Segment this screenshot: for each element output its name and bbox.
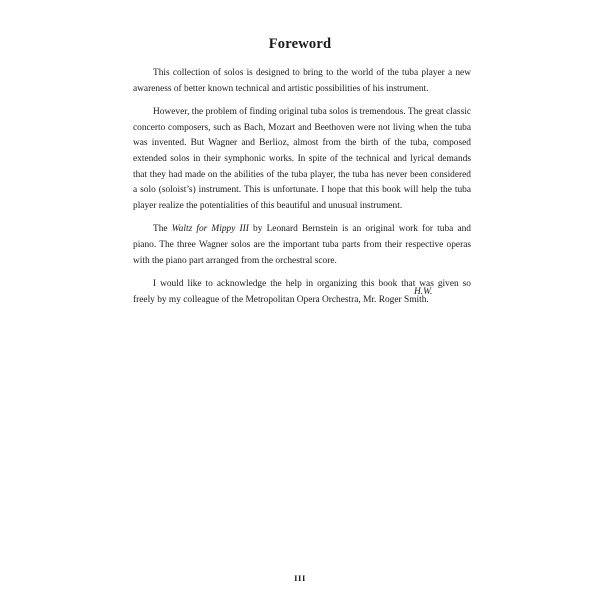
work-title: Waltz for Mippy III [171,224,249,235]
paragraph-contents [133,222,471,269]
paragraph-intro: This collection of solos is designed to bring to the world of the tuba player a new awareness of better known technical and artistic possibilities of his instrument. [133,68,471,94]
page-title: Foreword [268,36,332,52]
author-signature: H.W. [414,287,433,297]
paragraph-contents-lead: The [153,224,172,235]
paragraph-contents-rest: by Leonard Bernstein is an original work for tuba and piano. The three Wagner solos are the important tuba parts from their respective operas with the piano part arranged from the orchestral score. [133,224,471,266]
paragraph-acknowledgment: I would like to acknowledge the help in organizing this book that was given so freely by my colleague of the Metropolitan Opera Orchestra, Mr. Roger Smith. [133,279,471,305]
page-number: III [294,573,306,583]
foreword-body [133,66,471,316]
paragraph-history: However, the problem of finding original tuba solos is tremendous. The great classic concerto composers, such as Bach, Mozart and Beethoven were not living when the tuba was invented. But Wagner and Berlioz, almost from the birth of the tuba, composed extended solos in their symphonic works. In spite of the technical and lyrical demands that they had made on the abilities of the tuba player, the tuba has never been considered a solo (soloist’s) instrument. This is unfortunate. I hope that this book will help the tuba player realize the potentialities of this beautiful and unusual instrument. [133,107,471,211]
